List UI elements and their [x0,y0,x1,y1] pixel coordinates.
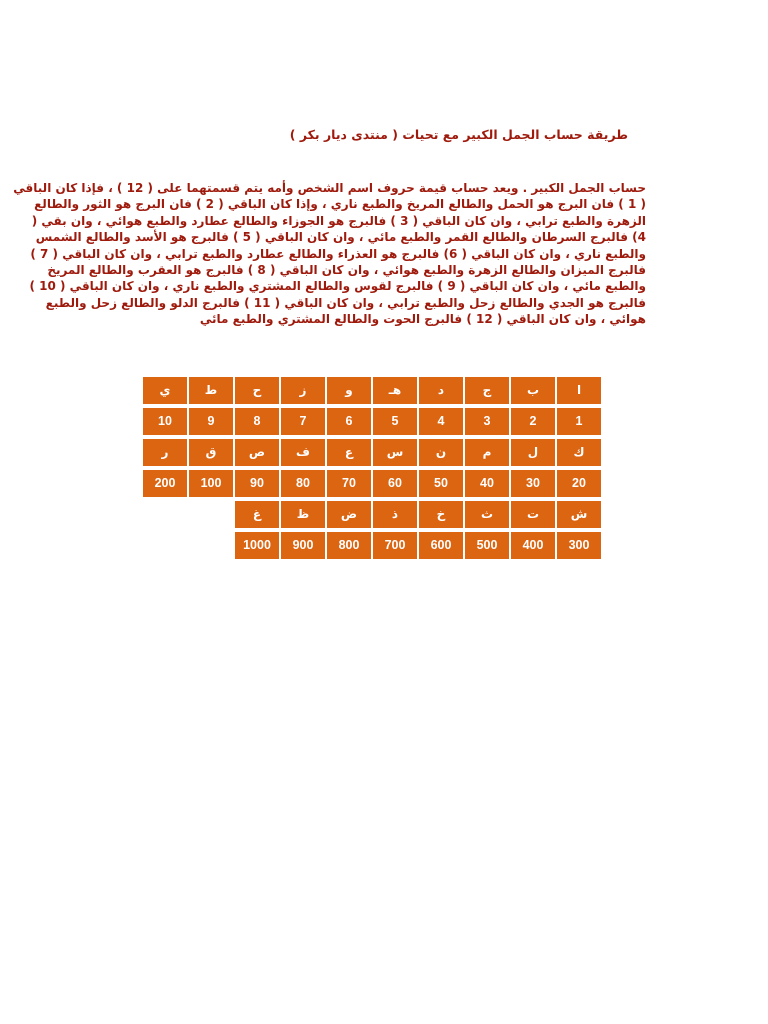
abjad-value-cell: 10 [142,407,188,436]
abjad-value-cell: 800 [326,531,372,560]
abjad-value-cell: 80 [280,469,326,498]
row2-numbers [154,469,600,498]
body-line: حساب الجمل الكبير . ويعد حساب قيمة حروف اسم الشخص وأمه يتم قسمتهما على ( 12 ) ، فإذا كان الباقي [13,181,646,195]
abjad-letter-cell: ا [556,376,602,405]
abjad-value-cell: 4 [418,407,464,436]
abjad-value-cell: 600 [418,531,464,560]
row3-numbers [168,531,600,560]
abjad-letter-cell: ث [464,500,510,529]
abjad-value-cell: 100 [188,469,234,498]
abjad-letter-cell: ض [326,500,372,529]
abjad-letter-cell: ج [464,376,510,405]
abjad-letter-cell: س [372,438,418,467]
row1-letters [159,376,600,405]
abjad-value-cell: 1 [556,407,602,436]
body-line: 4) فالبرج السرطان والطالع القمر والطبع مائي ، وان كان الباقي ( 5 ) فالبرج هو الأسد والطالع الشمس [35,230,646,245]
abjad-value-cell: 1000 [234,531,280,560]
page-title: طريقة حساب الجمل الكبير مع تحيات ( منتدى ديار بكر ) [289,127,628,142]
abjad-value-cell: 300 [556,531,602,560]
abjad-value-cell: 700 [372,531,418,560]
abjad-letter-cell: ح [234,376,280,405]
abjad-value-cell: 2 [510,407,556,436]
abjad-letter-cell: خ [418,500,464,529]
abjad-value-cell: 7 [280,407,326,436]
abjad-letter-cell: غ [234,500,280,529]
abjad-letter-cell: ق [188,438,234,467]
abjad-letter-cell: ف [280,438,326,467]
row3-letters [168,500,600,529]
body-line: فالبرج الميزان والطالع الزهرة والطبع هوائي ، وان كان الباقي ( 8 ) فالبرج هو العقرب والطالع المريخ [47,263,646,278]
abjad-value-cell: 70 [326,469,372,498]
abjad-value-cell: 500 [464,531,510,560]
abjad-value-cell: 3 [464,407,510,436]
abjad-value-cell: 400 [510,531,556,560]
abjad-table [154,376,600,558]
abjad-value-cell: 8 [234,407,280,436]
body-line: الزهرة والطبع ترابي ، وان كان الباقي ( 3 ) فالبرج هو الجوزاء والطالع عطارد والطبع هوائي ، وان بقي ( [31,213,646,228]
abjad-letter-cell: د [418,376,464,405]
abjad-value-cell: 90 [234,469,280,498]
abjad-letter-cell: ز [280,376,326,405]
abjad-letter-cell: ش [556,500,602,529]
abjad-letter-cell: ص [234,438,280,467]
abjad-value-cell: 60 [372,469,418,498]
abjad-letter-cell: ي [142,376,188,405]
abjad-letter-cell: م [464,438,510,467]
row1-numbers [158,407,600,436]
abjad-letter-cell: ك [556,438,602,467]
body-line: هوائي ، وان كان الباقي ( 12 ) فالبرج الحوت والطالع المشتري والطبع مائي [199,312,646,327]
abjad-value-cell: 30 [510,469,556,498]
abjad-value-cell: 40 [464,469,510,498]
body-line: فالبرج هو الجدي والطالع زحل والطبع ترابي ، وان كان الباقي ( 11 ) فالبرج الدلو والطالع زحل والطبع [45,295,646,310]
abjad-value-cell: 200 [142,469,188,498]
abjad-letter-cell: ن [418,438,464,467]
abjad-value-cell: 9 [188,407,234,436]
abjad-letter-cell: ط [188,376,234,405]
abjad-value-cell: 50 [418,469,464,498]
abjad-letter-cell: و [326,376,372,405]
abjad-letter-cell: هـ [372,376,418,405]
abjad-letter-cell: ر [142,438,188,467]
abjad-value-cell: 900 [280,531,326,560]
abjad-value-cell: 5 [372,407,418,436]
abjad-value-cell: 20 [556,469,602,498]
abjad-letter-cell: ع [326,438,372,467]
body-line: والطبع مائي ، وان كان الباقي ( 9 ) فالبرج لقوس والطالع المشتري والطبع ناري ، وان كان الباقي ( 10 ) [29,279,646,294]
body-paragraph [13,180,646,328]
abjad-value-cell: 6 [326,407,372,436]
row2-letters [161,438,600,467]
body-line: ( 1 ) فان البرج هو الحمل والطالع المريخ والطبع ناري ، وإذا كان الباقي ( 2 ) فان البرج هو الثور والطالع [34,197,646,212]
abjad-letter-cell: ل [510,438,556,467]
abjad-letter-cell: ظ [280,500,326,529]
body-line: والطبع ناري ، وان كان الباقي ( 6) فالبرج هو العذراء والطالع عطارد والطبع ترابي ، وان كان الباقي ( 7 ) [30,246,646,261]
abjad-letter-cell: ت [510,500,556,529]
abjad-letter-cell: ب [510,376,556,405]
abjad-letter-cell: ذ [372,500,418,529]
